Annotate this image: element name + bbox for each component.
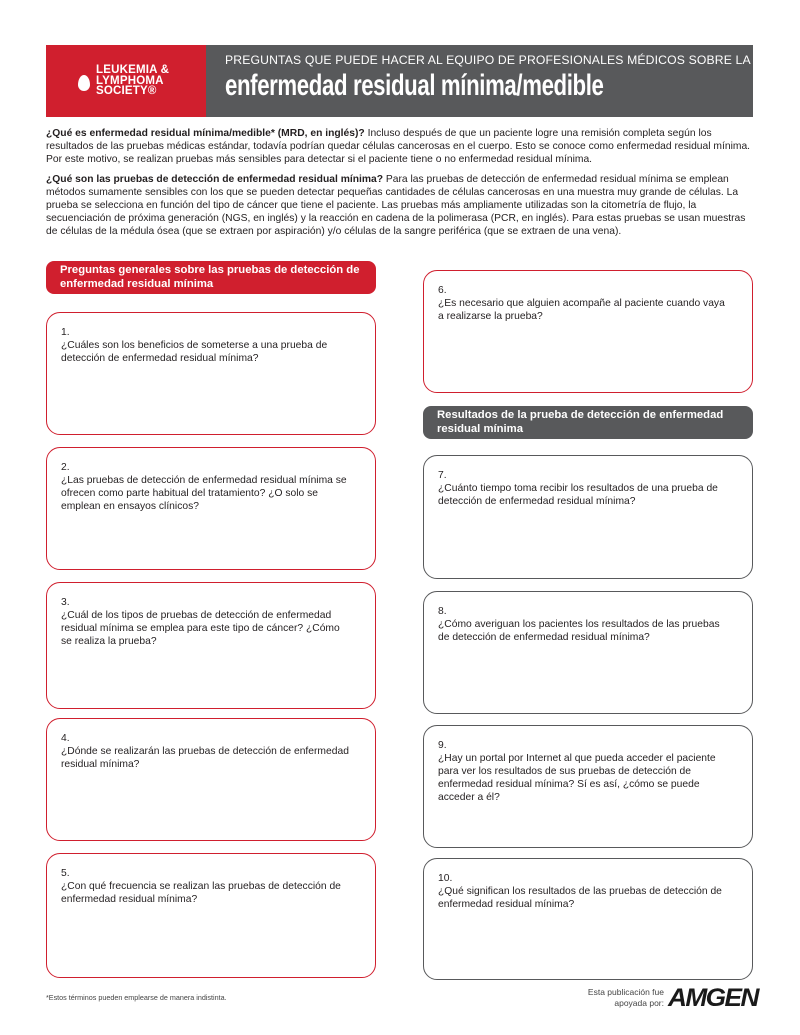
question-text: ¿Cuál de los tipos de pruebas de detección de enfermedad residual mínima se emplea para este tipo de cáncer? ¿Cómo se realiza la prueba?	[61, 610, 340, 647]
page-subtitle: PREGUNTAS QUE PUEDE HACER AL EQUIPO DE PROFESIONALES MÉDICOS SOBRE LA	[225, 53, 751, 67]
question-box-5[interactable]: 5.¿Con qué frecuencia se realizan las pruebas de detección de enfermedad residual mínima?	[46, 853, 376, 978]
lls-logo	[46, 45, 206, 117]
section-general-questions: Preguntas generales sobre las pruebas de detección de enfermedad residual mínima	[46, 261, 376, 294]
question-text: ¿Cuánto tiempo toma recibir los resultados de una prueba de detección de enfermedad residual mínima?	[438, 483, 718, 507]
footnote: *Estos términos pueden emplearse de manera indistinta.	[46, 993, 227, 1002]
question-box-9[interactable]: 9.¿Hay un portal por Internet al que pueda acceder el paciente para ver los resultados de sus pruebas de detección de enfermedad residual mínima? Sí es así, ¿cómo se puede acceder a él?	[423, 725, 753, 848]
question-box-6[interactable]: 6.¿Es necesario que alguien acompañe al paciente cuando vaya a realizarse la prueba?	[423, 270, 753, 393]
question-text: ¿Las pruebas de detección de enfermedad residual mínima se ofrecen como parte habitual del tratamiento? ¿O solo se emplean en ensayos clínicos?	[61, 475, 347, 512]
question-box-2[interactable]: 2.¿Las pruebas de detección de enfermedad residual mínima se ofrecen como parte habitual del tratamiento? ¿O solo se emplean en ensayos clínicos?	[46, 447, 376, 570]
question-text: ¿Es necesario que alguien acompañe al paciente cuando vaya a realizarse la prueba?	[438, 298, 725, 322]
page-header	[46, 45, 753, 117]
question-text: ¿Hay un portal por Internet al que pueda acceder el paciente para ver los resultados de sus pruebas de detección de enfermedad residual mínima? Sí es así, ¿cómo se puede acceder a él?	[438, 753, 716, 803]
question-text: ¿Cómo averiguan los pacientes los resultados de las pruebas de detección de enfermedad residual mínima?	[438, 619, 720, 643]
question-box-8[interactable]: 8.¿Cómo averiguan los pacientes los resultados de las pruebas de detección de enfermedad residual mínima?	[423, 591, 753, 714]
question-text: ¿Cuáles son los beneficios de someterse a una prueba de detección de enfermedad residual mínima?	[61, 340, 328, 364]
question-box-10[interactable]: 10.¿Qué significan los resultados de las pruebas de detección de enfermedad residual mínima?	[423, 858, 753, 980]
question-text: ¿Con qué frecuencia se realizan las pruebas de detección de enfermedad residual mínima?	[61, 881, 341, 905]
question-text: ¿Dónde se realizarán las pruebas de detección de enfermedad residual mínima?	[61, 746, 349, 770]
intro-paragraph-mrd: ¿Qué es enfermedad residual mínima/medible* (MRD, en inglés)? Incluso después de que un paciente logre una remisión completa según los resultados de las pruebas médicas estándar, todavía podrían quedar células cancerosas en el cuerpo. Esto se conoce como enfermedad residual mínima. Por este motivo, se realizan pruebas más sensibles para detectar si el paciente tiene o no enfermedad residual mínima.	[46, 128, 751, 165]
page-title: enfermedad residual mínima/medible	[225, 69, 604, 102]
title-banner	[206, 45, 753, 117]
question-box-4[interactable]: 4.¿Dónde se realizarán las pruebas de detección de enfermedad residual mínima?	[46, 718, 376, 841]
lls-logo-text: LEUKEMIA & LYMPHOMA SOCIETY®	[96, 64, 170, 98]
question-box-7[interactable]: 7.¿Cuánto tiempo toma recibir los resultados de una prueba de detección de enfermedad residual mínima?	[423, 455, 753, 579]
amgen-logo: AMGEN	[668, 984, 758, 1012]
intro-text	[46, 127, 756, 245]
question-text: ¿Qué significan los resultados de las pruebas de detección de enfermedad residual mínima?	[438, 886, 722, 910]
section-results: Resultados de la prueba de detección de enfermedad residual mínima	[423, 406, 753, 439]
question-box-3[interactable]: 3.¿Cuál de los tipos de pruebas de detección de enfermedad residual mínima se emplea para este tipo de cáncer? ¿Cómo se realiza la prueba?	[46, 582, 376, 709]
blood-drop-icon	[78, 75, 90, 91]
question-box-1[interactable]: 1.¿Cuáles son los beneficios de someterse a una prueba de detección de enfermedad residual mínima?	[46, 312, 376, 435]
intro-paragraph-tests: ¿Qué son las pruebas de detección de enfermedad residual mínima? Para las pruebas de detección de enfermedad residual mínima se emplean métodos sumamente sensibles con los que se pueden detectar pequeñas cantidades de células cancerosas en una muestra muy grande de células. La prueba se selecciona en función del tipo de cáncer que tiene el paciente. Las pruebas más ampliamente utilizadas son la citometría de flujo, la secuenciación de próxima generación (NGS, en inglés) y la reacción en cadena de la polimerasa (PCR, en inglés). Para estas pruebas se usan muestras de células de la médula ósea (que se extraen por aspiración) y/o células de la sangre periférica (que se extraen de una vena).	[46, 174, 746, 237]
sponsor-note: Esta publicación fue apoyada por:	[587, 987, 664, 1008]
